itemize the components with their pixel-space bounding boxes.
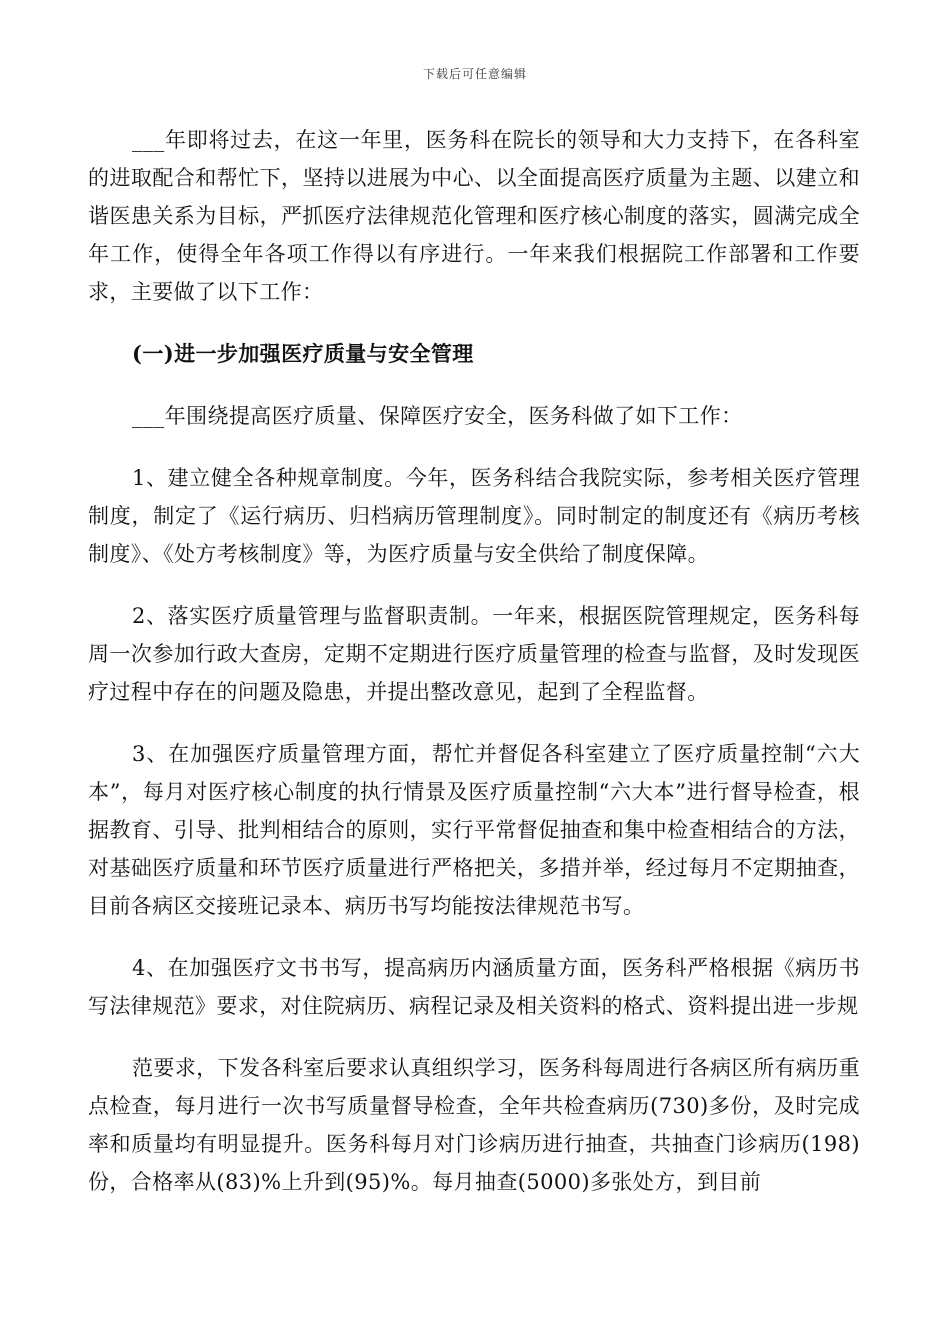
- page-header: 下载后可任意编辑: [422, 67, 527, 81]
- paragraph-item-3: 3、在加强医疗质量管理方面，帮忙并督促各科室建立了医疗质量控制“六大本”，每月对医疗核心制度的执行情景及医疗质量控制“六大本”进行督导检查，根据教育、引导、批判相结合的原则，实行平常督促抽查和集中检查相结合的方法，对基础医疗质量和环节医疗质量进行严格把关，多措并举，经过每月不定期抽查，目前各病区交接班记录本、病历书写均能按法律规范书写。: [88, 742, 860, 918]
- paragraph-section-intro: ___年围绕提高医疗质量、保障医疗安全，医务科做了如下工作：: [132, 404, 743, 428]
- section-heading: (一)进一步加强医疗质量与安全管理: [132, 341, 474, 366]
- paragraph-item-4: 4、在加强医疗文书书写，提高病历内涵质量方面，医务科严格根据《病历书写法律规范》要求，对住院病历、病程记录及相关资料的格式、资料提出进一步规: [88, 956, 860, 1018]
- paragraph-intro: ___年即将过去，在这一年里，医务科在院长的领导和大力支持下，在各科室的进取配合和帮忙下，坚持以进展为中心、以全面提高医疗质量为主题、以建立和谐医患关系为目标，严抓医疗法律规范化管理和医疗核心制度的落实，圆满完成全年工作，使得全年各项工作得以有序进行。一年来我们根据院工作部署和工作要求，主要做了以下工作：: [88, 128, 860, 304]
- document-body: [88, 121, 860, 1225]
- paragraph-continuation: 范要求，下发各科室后要求认真组织学习，医务科每周进行各病区所有病历重点检查，每月进行一次书写质量督导检查，全年共检查病历(730)多份，及时完成率和质量均有明显提升。医务科每月对门诊病历进行抽查，共抽查门诊病历(198)份，合格率从(83)%上升到(95)%。每月抽查(5000)多张处方，到目前: [88, 1056, 860, 1194]
- paragraph-item-1: 1、建立健全各种规章制度。今年，医务科结合我院实际，参考相关医疗管理制度，制定了《运行病历、归档病历管理制度》。同时制定的制度还有《病历考核制度》、《处方考核制度》等，为医疗质量与安全供给了制度保障。: [88, 466, 860, 566]
- paragraph-item-2: 2、落实医疗质量管理与监督职责制。一年来，根据医院管理规定，医务科每周一次参加行政大查房，定期不定期进行医疗质量管理的检查与监督，及时发现医疗过程中存在的问题及隐患，并提出整改意见，起到了全程监督。: [88, 604, 860, 704]
